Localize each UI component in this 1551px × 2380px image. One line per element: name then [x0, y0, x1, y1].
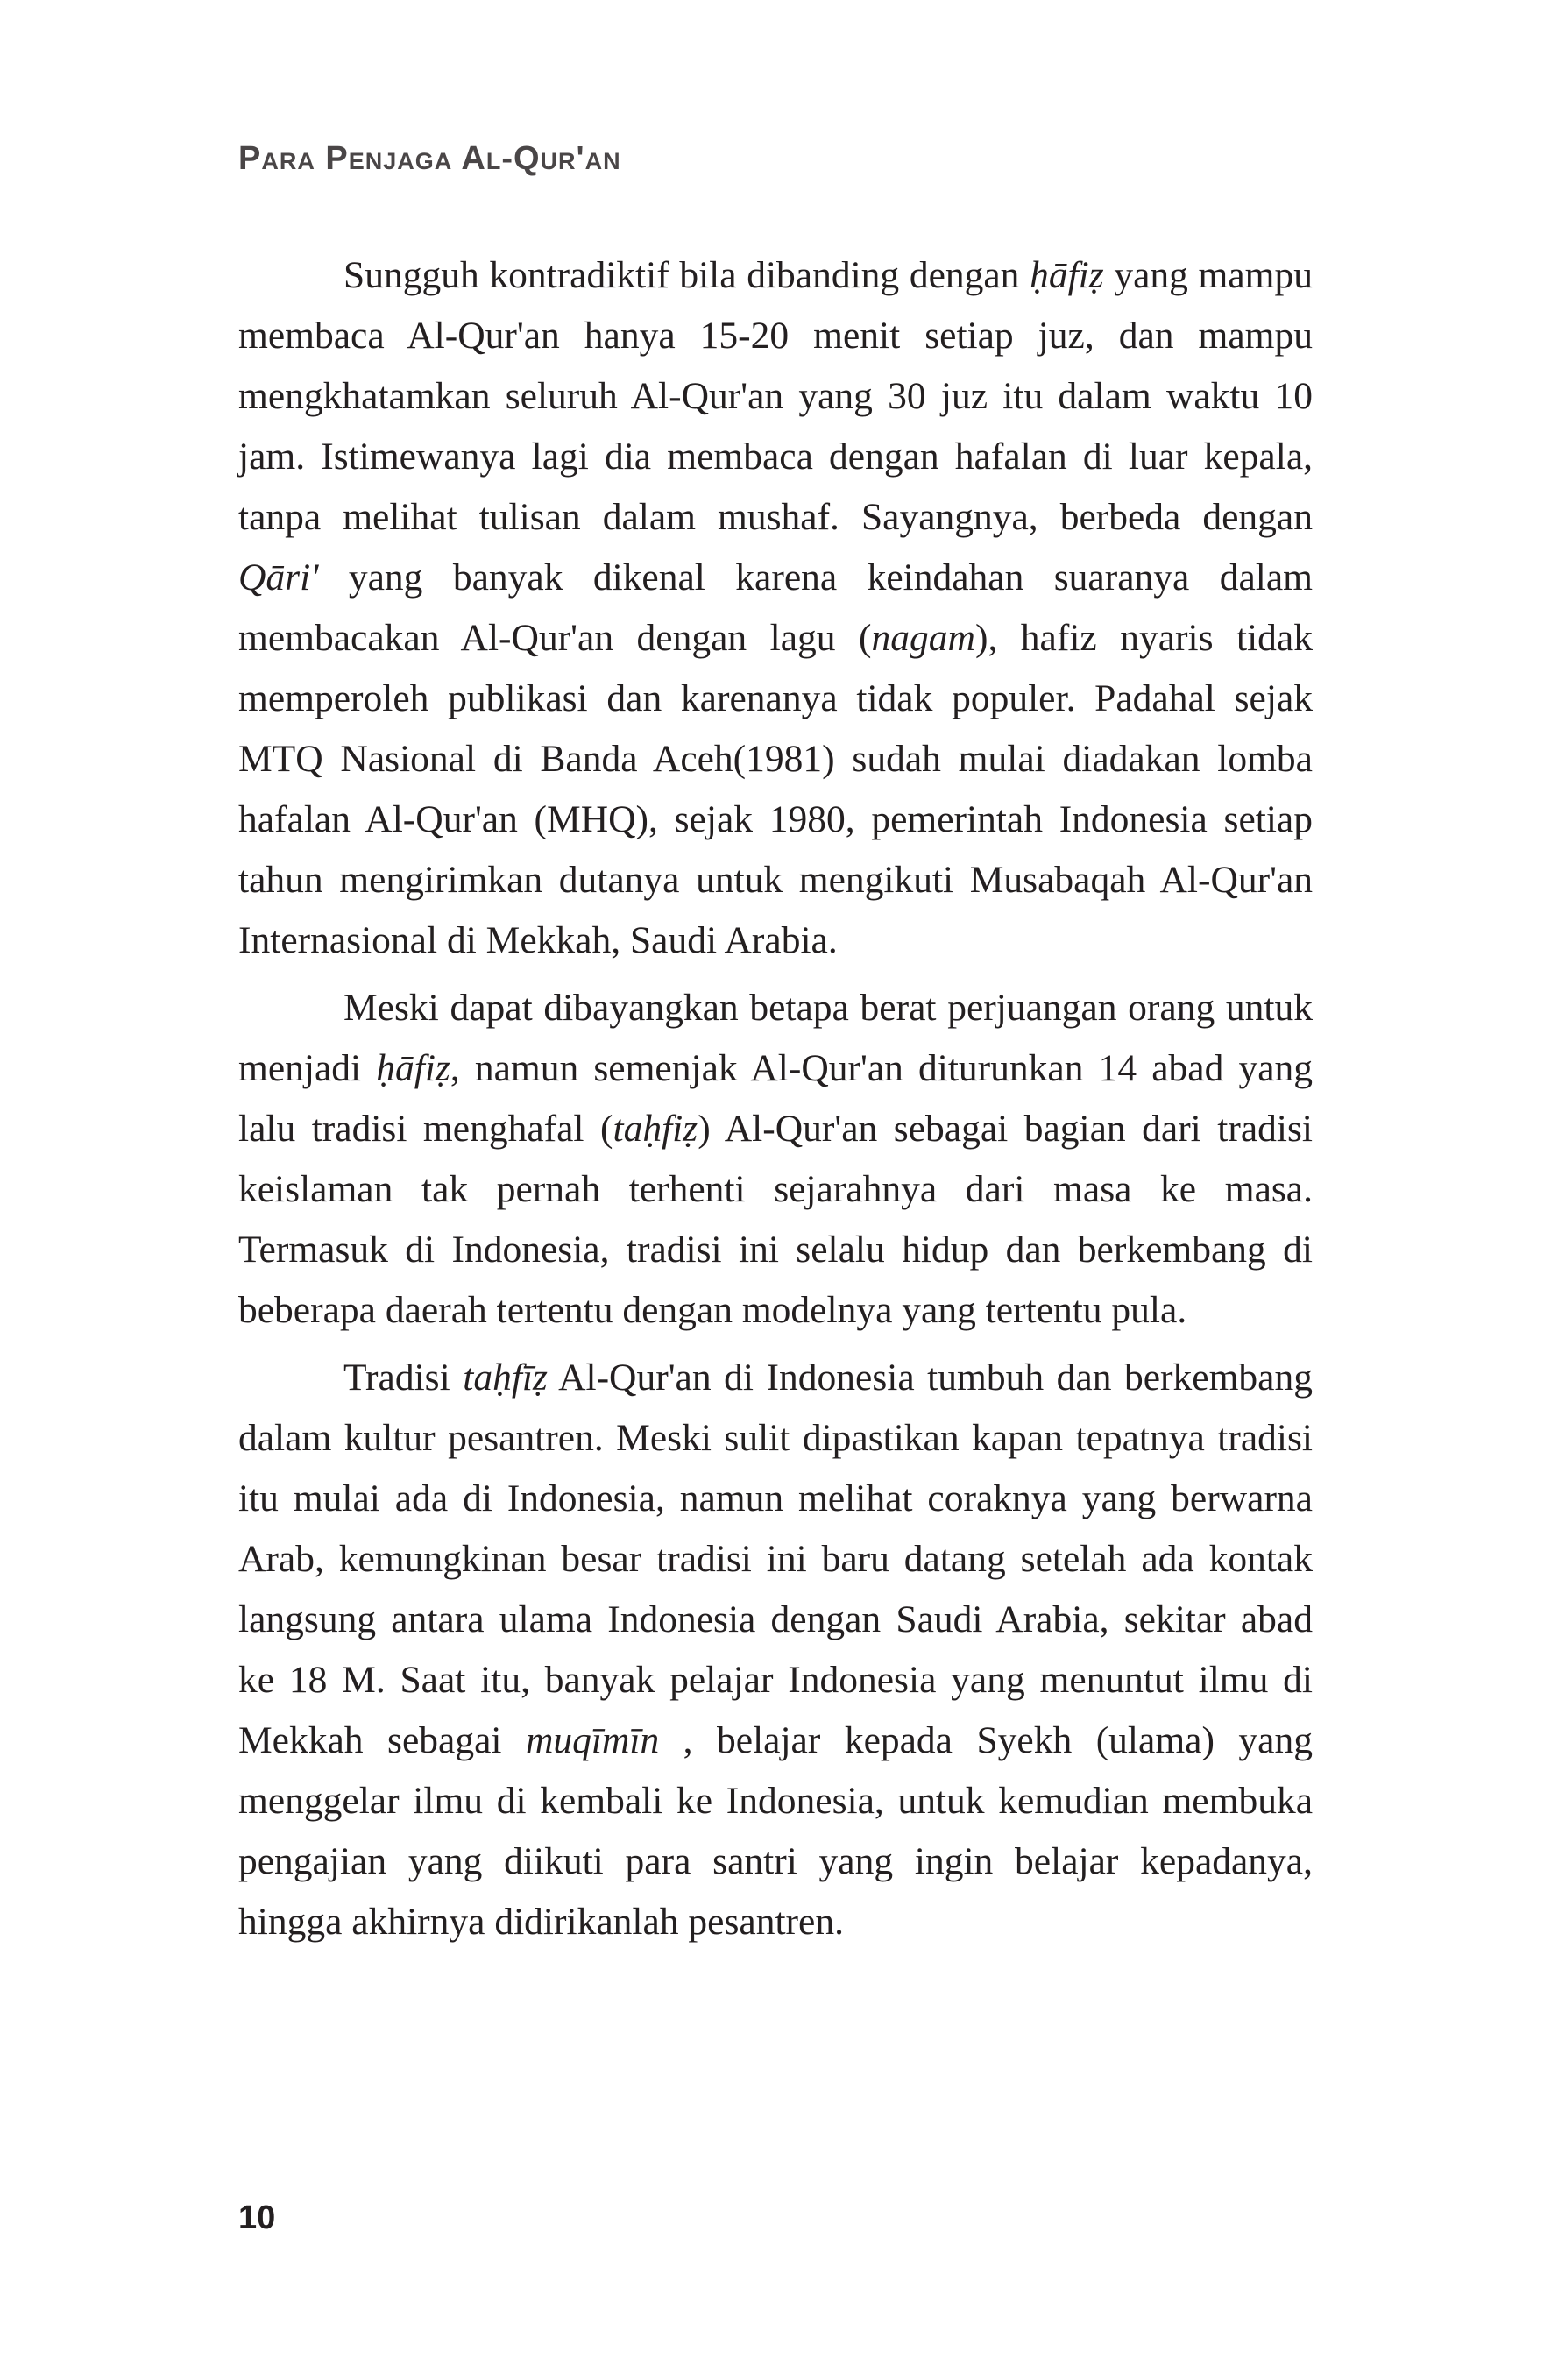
- italic-term: ḥāfiẓ: [1030, 254, 1104, 296]
- paragraph-1: [238, 245, 1313, 971]
- italic-term: muqīmīn: [525, 1719, 660, 1761]
- italic-term: taḥfīẓ: [463, 1356, 548, 1399]
- text-run: yang mampu membaca Al-Qur'an hanya 15-20 menit setiap juz, dan mampu mengkhatamkan seluruh Al-Qur'an yang 30 juz itu dalam waktu 10 jam. Istimewanya lagi dia membaca dengan hafalan di luar kepala, tanpa melihat tulisan dalam mushaf. Sayangnya, berbeda dengan: [238, 254, 1313, 538]
- italic-term: nagam: [871, 617, 975, 659]
- body-text: [238, 245, 1313, 1959]
- text-run: Sungguh kontradiktif bila dibanding dengan: [343, 254, 1030, 296]
- text-run: , belajar kepada Syekh (ulama) yang menggelar ilmu di kembali ke Indonesia, untuk kemudian membuka pengajian yang diikuti para santri yang ingin belajar kepadanya, hingga akhirnya didirikanlah pesantren.: [238, 1719, 1313, 1943]
- paragraph-3: [238, 1348, 1313, 1952]
- text-run: Al-Qur'an di Indonesia tumbuh dan berkembang dalam kultur pesantren. Meski sulit dipastikan kapan tepatnya tradisi itu mulai ada di Indonesia, namun melihat coraknya yang berwarna Arab, kemungkinan besar tradisi ini baru datang setelah ada kontak langsung antara ulama Indonesia dengan Saudi Arabia, sekitar abad ke 18 M. Saat itu, banyak pelajar Indonesia yang menuntut ilmu di Mekkah sebagai: [238, 1356, 1313, 1761]
- running-header: Para Penjaga Al-Qur'an: [238, 140, 621, 177]
- text-run: , namun semenjak Al-Qur'an diturunkan 14 abad yang lalu tradisi menghafal (: [238, 1047, 1314, 1150]
- page-number: 10: [238, 2199, 276, 2236]
- text-run: ) Al-Qur'an sebagai bagian dari tradisi keislaman tak pernah terhenti sejarahnya dari masa ke masa. Termasuk di Indonesia, tradisi ini selalu hidup dan berkembang di beberapa daerah tertentu dengan modelnya yang tertentu pula.: [238, 1108, 1313, 1331]
- text-run: yang banyak dikenal karena keindahan suaranya dalam membacakan Al-Qur'an dengan lagu (: [238, 556, 1313, 659]
- text-run: Meski dapat dibayangkan betapa berat perjuangan orang untuk menjadi: [238, 987, 1313, 1089]
- italic-term: taḥfiẓ: [613, 1108, 698, 1150]
- italic-term: Qāri': [238, 556, 319, 599]
- text-run: ), hafiz nyaris tidak memperoleh publikasi dan karenanya tidak populer. Padahal sejak MTQ Nasional di Banda Aceh(1981) sudah mulai diadakan lomba hafalan Al-Qur'an (MHQ), sejak 1980, pemerintah Indonesia setiap tahun mengirimkan dutanya untuk mengikuti Musabaqah Al-Qur'an Internasional di Mekkah, Saudi Arabia.: [238, 617, 1313, 961]
- text-run: Tradisi: [343, 1356, 464, 1399]
- italic-term: ḥāfiẓ: [376, 1047, 450, 1089]
- paragraph-2: [238, 978, 1313, 1341]
